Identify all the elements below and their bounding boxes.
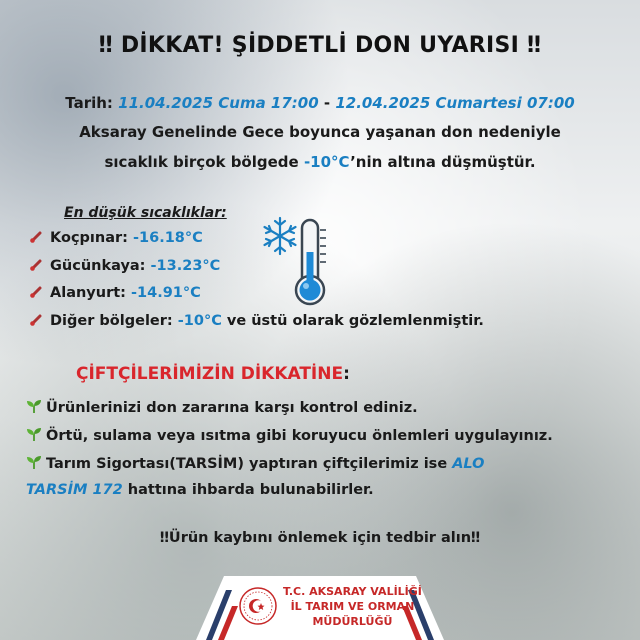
advice-text-cont: hattına ihbarda bulunabilirler. xyxy=(122,482,374,498)
farmer-advice-1 xyxy=(26,398,418,416)
temp-row-gucunkaya xyxy=(30,258,220,274)
sprout-icon xyxy=(26,398,42,414)
alo-text: ALO xyxy=(452,456,485,472)
thermometer-icon xyxy=(30,286,42,298)
place-temp: -10°C xyxy=(177,313,222,329)
logo-line-3: MÜDÜRLÜĞÜ xyxy=(312,615,393,628)
final-warning: ‼Ürün kaybını önlemek için tedbir alın‼ xyxy=(159,530,481,546)
farmers-heading xyxy=(76,364,350,384)
farmers-heading-text: ÇİFTÇİLERİMİZİN DİKKATİNE xyxy=(76,364,344,384)
logo-line-2: İL TARIM VE ORMAN xyxy=(290,600,415,613)
place-name: Koçpınar: xyxy=(50,230,133,246)
place-suffix: ve üstü olarak gözlemlenmiştir. xyxy=(221,313,484,329)
advice-text: Ürünlerinizi don zararına karşı kontrol ediniz. xyxy=(46,400,418,416)
place-temp: -16.18°C xyxy=(133,230,203,246)
tarsim-hotline: TARSİM 172 xyxy=(26,482,123,498)
logo-text xyxy=(283,584,422,629)
intro-line-2-pre: sıcaklık birçok bölgede xyxy=(104,153,304,171)
date-label: Tarih: xyxy=(65,94,119,112)
logo-line-1: T.C. AKSARAY VALİLİĞİ xyxy=(283,585,422,598)
sprout-icon xyxy=(26,426,42,442)
date-end: 12.04.2025 Cumartesi 07:00 xyxy=(335,94,575,112)
ministry-emblem-icon xyxy=(238,586,278,626)
lowest-temps-heading: En düşük sıcaklıklar: xyxy=(64,205,227,221)
farmer-advice-3-cont xyxy=(26,482,374,498)
farmer-advice-2 xyxy=(26,426,553,444)
date-line xyxy=(0,94,640,112)
thermometer-icon xyxy=(30,314,42,326)
thermometer-icon xyxy=(30,231,42,243)
intro-temp: -10°C xyxy=(303,153,351,171)
date-start: 11.04.2025 Cuma 17:00 xyxy=(118,94,319,112)
place-name: Alanyurt: xyxy=(50,285,132,301)
temp-row-other xyxy=(30,313,484,329)
intro-line-2 xyxy=(0,153,640,171)
advice-text: Tarım Sigortası(TARSİM) yaptıran çiftçilerimiz ise xyxy=(46,456,453,472)
date-separator: - xyxy=(318,94,336,112)
advice-text: Örtü, sulama veya ısıtma gibi koruyucu önlemleri uygulayınız. xyxy=(46,428,553,444)
page-title: ‼ DİKKAT! ŞİDDETLİ DON UYARISI ‼ xyxy=(98,33,542,58)
place-temp: -13.23°C xyxy=(150,258,221,274)
farmers-heading-colon: : xyxy=(343,364,350,384)
snowflake-thermometer-icon xyxy=(262,212,334,308)
farmer-advice-3 xyxy=(26,454,484,472)
place-temp: -14.91°C xyxy=(131,285,201,301)
place-name: Gücünkaya: xyxy=(50,258,151,274)
intro-line-2-post: ’nin altına düşmüştür. xyxy=(350,153,536,171)
temp-row-kocpinar xyxy=(30,230,203,246)
thermometer-icon xyxy=(30,259,42,271)
place-name: Diğer bölgeler: xyxy=(50,313,178,329)
temp-row-alanyurt xyxy=(30,285,201,301)
sprout-icon xyxy=(26,454,42,470)
intro-line-1: Aksaray Genelinde Gece boyunca yaşanan don nedeniyle xyxy=(79,123,561,141)
